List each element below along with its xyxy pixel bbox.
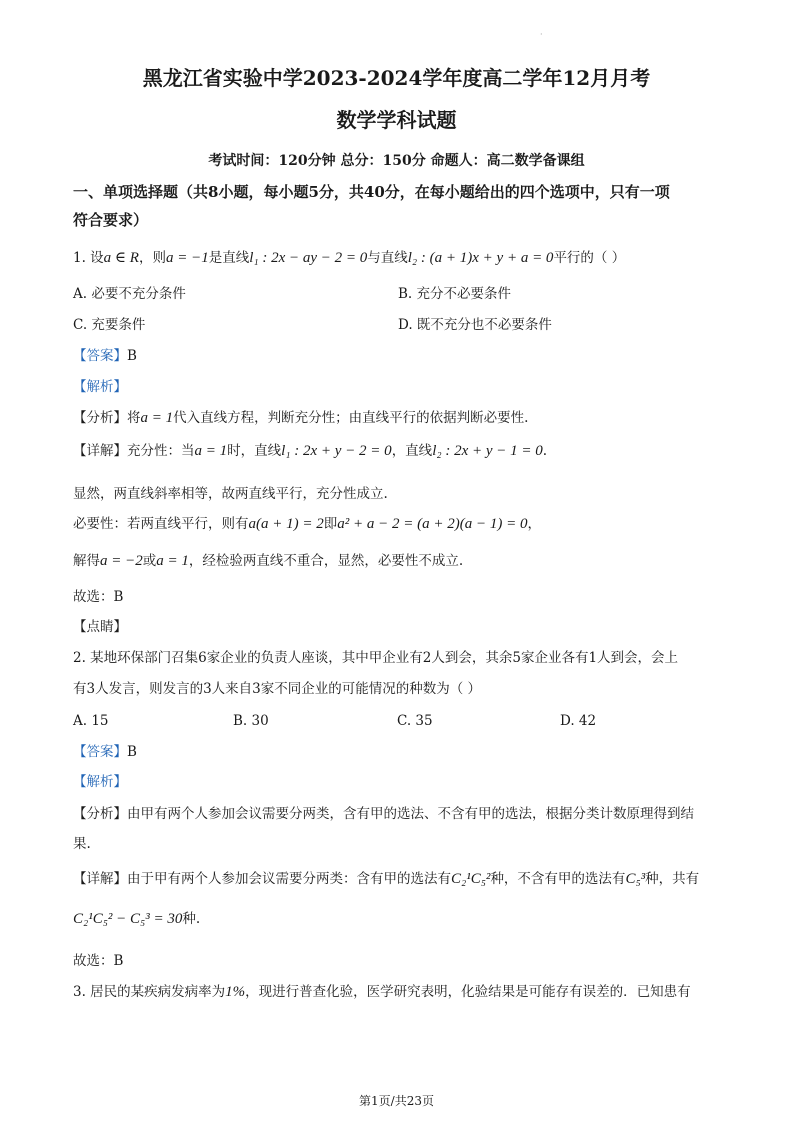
q2-stem-line2: 有3人发言，则发言的3人来自3家不同企业的可能情况的种数为（ ）: [73, 681, 482, 697]
q1-text: 代入直线方程，判断充分性；由直线平行的依据判断必要性.: [173, 410, 529, 426]
q2-text: 种，不含有甲的选法有: [490, 871, 626, 887]
fenxi-tag: 【分析】: [73, 410, 127, 426]
q2-fenxi-line2: 果.: [73, 836, 91, 852]
q1-text: 即: [323, 516, 338, 532]
q1-solution: [73, 552, 463, 570]
q3-stem: [73, 983, 691, 1001]
exam-subtitle: 数学学科试题: [336, 108, 457, 132]
q1-math: a ∈ R: [103, 250, 139, 266]
q1-text: 或: [142, 553, 157, 569]
detail-tag: 【详解】: [73, 871, 127, 887]
q2-option-c: C. 35: [397, 713, 433, 729]
q3-text: 3. 居民的某疾病发病率为: [73, 984, 226, 1000]
q1-necessity: [73, 515, 541, 533]
q2-stem-line1: 2. 某地环保部门召集6家企业的负责人座谈，其中甲企业有2人到会，其余5家企业各有1人到会，会上: [73, 650, 679, 666]
q1-math: a² + a − 2 = (a + 2)(a − 1) = 0: [337, 516, 528, 532]
q2-detail-result: [73, 910, 200, 928]
exam-info: 考试时间：120分钟 总分：150分 命题人：高二数学备课组: [208, 153, 585, 169]
section-heading-line1: 一、单项选择题（共8小题，每小题5分，共40分，在每小题给出的四个选项中，只有一项: [73, 183, 670, 201]
q3-math: 1%: [225, 984, 246, 1000]
q3-text: ，现进行普查化验，医学研究表明，化验结果是可能存有误差的．已知患有: [245, 984, 691, 1000]
q2-text: 种，共有: [645, 871, 700, 887]
q1-text: 解得: [73, 553, 100, 569]
q1-math: l₂ : (a + 1)x + y + a = 0: [407, 250, 554, 266]
q2-option-a: A. 15: [73, 713, 109, 729]
q2-fenxi-line1: [73, 805, 694, 823]
q1-text: .: [542, 443, 548, 459]
q2-answer: [73, 743, 137, 761]
q2-text: 由于甲有两个人参加会议需要分两类：含有甲的选法有: [127, 871, 451, 887]
q1-math: a = −2: [100, 553, 143, 569]
detail-tag: 【详解】: [73, 443, 127, 459]
q1-fenxi: [73, 409, 528, 427]
q1-text: 充分性：当: [127, 443, 195, 459]
answer-tag: 【答案】: [73, 744, 127, 760]
section-heading-line2: 符合要求）: [73, 211, 149, 229]
q1-stem: [73, 249, 625, 267]
q1-math: a = 1: [156, 553, 189, 569]
q2-text: 由甲有两个人参加会议需要分两类，含有甲的选法、不含有甲的选法，根据分类计数原理得到结: [127, 806, 694, 822]
q1-dianjing: 【点睛】: [73, 619, 127, 635]
q1-answer: [73, 347, 137, 365]
exam-title: 黑龙江省实验中学2023-2024学年度高二学年12月月考: [142, 66, 651, 90]
q1-obvious: 显然，两直线斜率相等，故两直线平行，充分性成立.: [73, 486, 388, 502]
q1-stem-text: 1. 设: [73, 250, 104, 266]
q1-option-d: D. 既不充分也不必要条件: [398, 317, 552, 333]
page-footer: 第1页/共23页: [359, 1094, 434, 1108]
answer-value: B: [127, 744, 137, 760]
q1-stem-text: 平行的（ ）: [553, 250, 626, 266]
q1-stem-text: ，则: [138, 250, 166, 266]
q2-analysis-tag: 【解析】: [73, 774, 127, 790]
q1-option-b: B. 充分不必要条件: [398, 286, 512, 302]
q1-math: l₁ : 2x + y − 2 = 0: [281, 443, 392, 459]
q1-math: l₁ : 2x − ay − 2 = 0: [249, 250, 368, 266]
q1-stem-text: 与直线: [367, 250, 408, 266]
q2-math: C₂¹C₅² − C₅³ = 30: [73, 911, 183, 927]
answer-value: B: [127, 348, 137, 364]
q1-math: a = −1: [165, 250, 209, 266]
q2-math: C₅³: [625, 871, 646, 887]
answer-tag: 【答案】: [73, 348, 127, 364]
q1-math: a(a + 1) = 2: [248, 516, 324, 532]
q1-option-c: C. 充要条件: [73, 317, 146, 333]
q2-text: 种.: [182, 911, 201, 927]
fenxi-tag: 【分析】: [73, 806, 127, 822]
q1-detail: [73, 442, 547, 460]
q2-option-d: D. 42: [560, 713, 597, 729]
q2-option-b: B. 30: [233, 713, 269, 729]
q1-stem-text: 是直线: [208, 250, 250, 266]
q2-detail: [73, 870, 699, 888]
q1-text: 将: [127, 410, 141, 426]
q1-text: ，经检验两直线不重合，显然，必要性不成立.: [188, 553, 464, 569]
q1-math: a = 1: [140, 410, 174, 426]
q1-math: l₂ : 2x + y − 1 = 0: [432, 443, 543, 459]
q1-choose: 故选：B: [73, 589, 124, 605]
q2-choose: 故选：B: [73, 953, 124, 969]
q1-option-a: A. 必要不充分条件: [73, 286, 186, 302]
scan-dot: ·: [540, 30, 543, 39]
q1-text: 必要性：若两直线平行，则有: [73, 516, 249, 532]
q1-analysis-tag: 【解析】: [73, 379, 127, 395]
q2-math: C₂¹C₅²: [451, 871, 491, 887]
q1-text: ，: [527, 516, 541, 532]
q1-text: 时，直线: [227, 443, 282, 459]
q1-math: a = 1: [194, 443, 228, 459]
q1-text: ，直线: [391, 443, 433, 459]
